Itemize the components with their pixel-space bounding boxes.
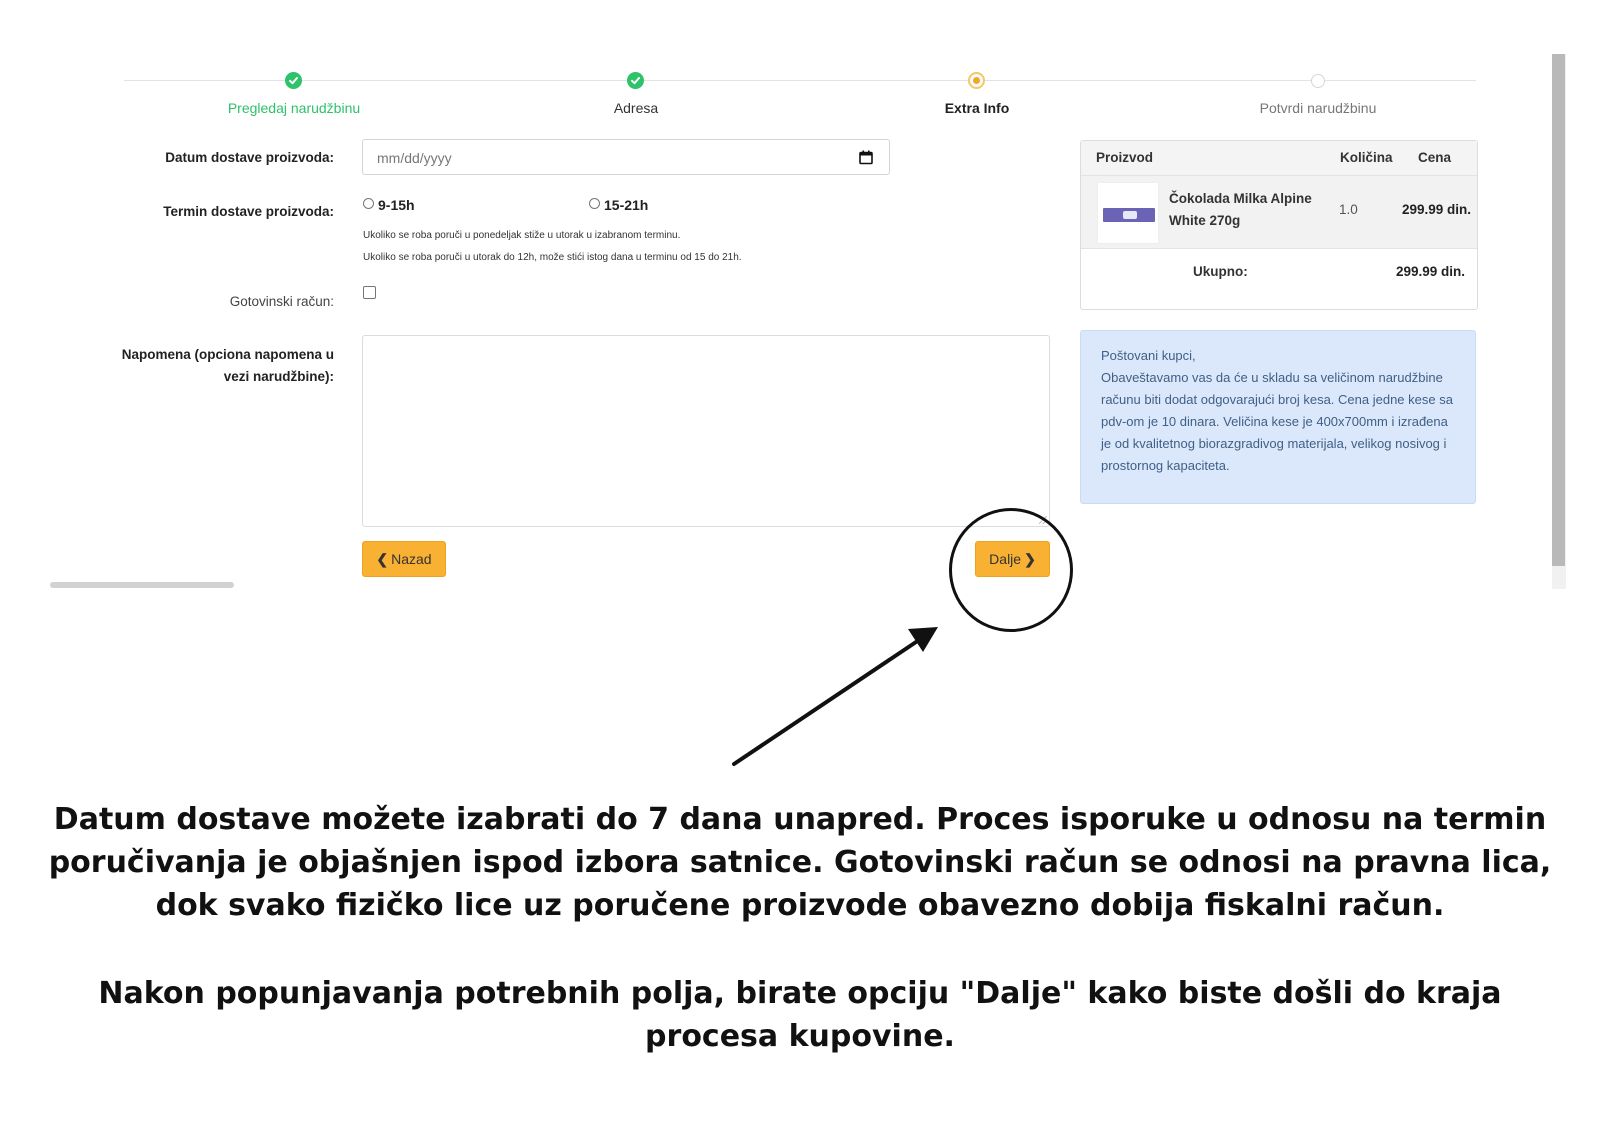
step-confirm-order: Potvrdi narudžbinu (1259, 100, 1377, 116)
bag-info-text: Poštovani kupci, Obaveštavamo vas da će u skladu sa veličinom narudžbine računu biti dodat odgovarajući broj kesa. Cena jedne kese sa pdv-om je 10 dinara. Veličina kese je 400x700mm i izrađena je od kvalitetnog biorazgradivog materijala, velikog nosivog i prostornog kapaciteta. (1101, 348, 1453, 473)
cart-header-product: Proizvod (1096, 150, 1154, 165)
instruction-paragraph-1: Datum dostave možete izabrati do 7 dana unapred. Proces isporuke u odnosu na termin poručivanja je objašnjen ispod izbora satnice. Gotovinski račun se odnosi na pravna lica, dok svako fizičko lice uz poručene proizvode obavezno dobija fiskalni račun. (48, 802, 1552, 923)
cart-total-value: 299.99 din. (1395, 264, 1465, 279)
next-button-label: Dalje (989, 551, 1022, 567)
cart-header-quantity: Količina (1340, 150, 1393, 165)
cart-item-quantity: 1.0 (1339, 202, 1358, 217)
date-placeholder: mm/dd/yyyy (377, 150, 452, 166)
slot-option-15-21[interactable]: 15-21h (604, 197, 649, 213)
cash-receipt-label: Gotovinski račun: (229, 294, 334, 309)
slot-note-monday: Ukoliko se roba poruči u ponedeljak stiže u utorak u izabranom terminu. (363, 230, 681, 241)
back-button-label: Nazad (391, 551, 432, 567)
delivery-date-label: Datum dostave proizvoda: (165, 150, 334, 165)
cart-item-price: 299.99 din. (1401, 202, 1471, 217)
step-review-order[interactable]: Pregledaj narudžbinu (227, 100, 361, 116)
chevron-right-icon: ❯ (1024, 550, 1036, 567)
cart-item-name[interactable]: Čokolada Milka Alpine White 270g (1169, 191, 1312, 228)
chevron-left-icon: ❮ (376, 550, 389, 567)
cart-total-label: Ukupno: (1193, 264, 1248, 279)
instruction-paragraph-2: Nakon popunjavanja potrebnih polja, birate opciju "Dalje" kako biste došli do kraja procesa kupovine. (98, 976, 1502, 1054)
delivery-slot-label: Termin dostave proizvoda: (163, 204, 334, 219)
slot-note-tuesday: Ukoliko se roba poruči u utorak do 12h, može stići istog dana u terminu od 15 do 21h. (363, 252, 742, 263)
order-note-label: Napomena (opciona napomena u vezi narudžbine): (121, 347, 334, 384)
slot-option-9-15[interactable]: 9-15h (378, 197, 415, 213)
step-extra-info: Extra Info (944, 100, 1010, 116)
step-address[interactable]: Adresa (613, 100, 659, 116)
cart-header-price: Cena (1418, 150, 1452, 165)
